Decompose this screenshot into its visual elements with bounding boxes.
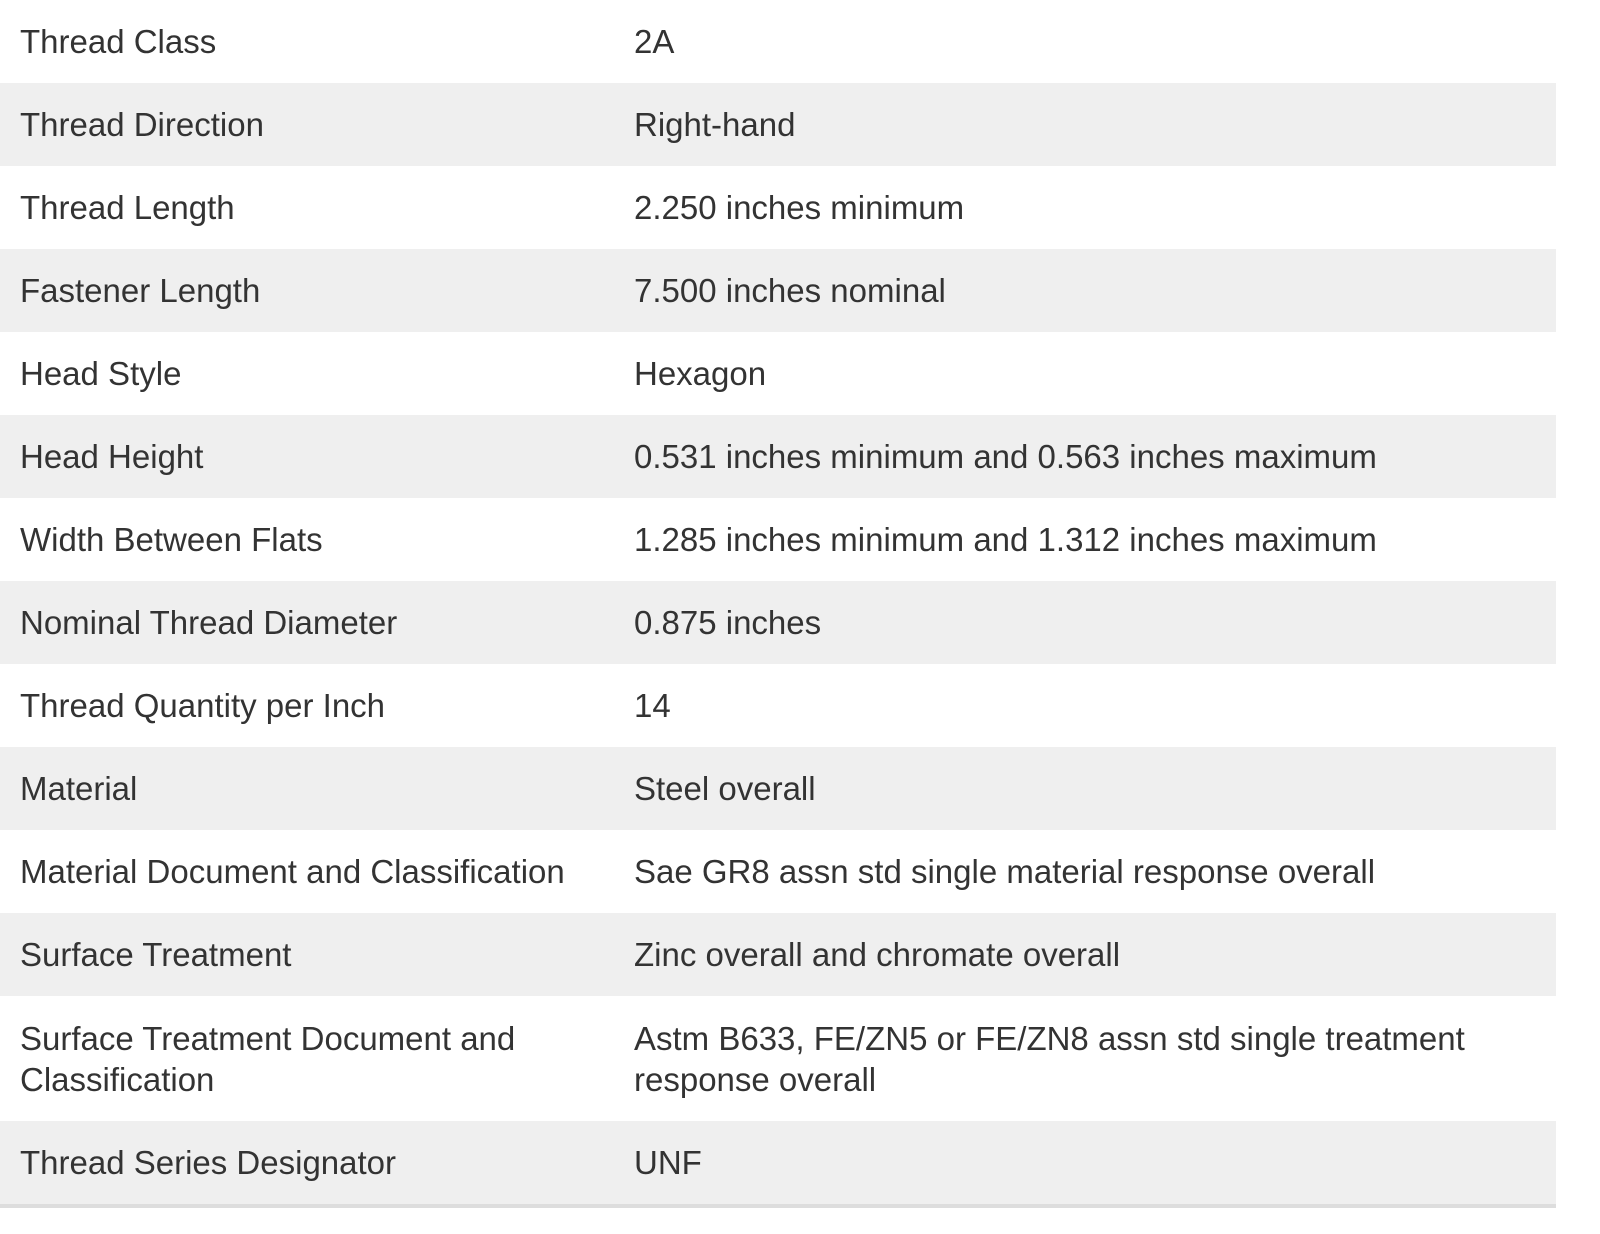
- table-row: [0, 913, 1556, 996]
- table-row: [0, 83, 1556, 166]
- spec-value: Zinc overall and chromate overall: [634, 936, 1121, 973]
- spec-value: Steel overall: [634, 770, 816, 807]
- table-row: [0, 166, 1556, 249]
- table-row: [0, 830, 1556, 913]
- table-row: [0, 996, 1556, 1121]
- spec-value: UNF: [634, 1144, 702, 1181]
- spec-value: 14: [634, 687, 671, 724]
- spec-label: Material: [20, 770, 138, 807]
- spec-label: Thread Length: [20, 189, 235, 226]
- table-row: [0, 0, 1556, 83]
- spec-value: 0.875 inches: [634, 604, 822, 641]
- spec-value: 2.250 inches minimum: [634, 189, 965, 226]
- table-row: [0, 332, 1556, 415]
- spec-label: Width Between Flats: [20, 521, 323, 558]
- spec-label: Thread Class: [20, 23, 217, 60]
- spec-label: Head Style: [20, 355, 182, 392]
- spec-value: 7.500 inches nominal: [634, 272, 946, 309]
- spec-label: Surface Treatment: [20, 936, 292, 973]
- table-row: [0, 498, 1556, 581]
- spec-value: 1.285 inches minimum and 1.312 inches maximum: [634, 521, 1377, 558]
- spec-label: Thread Series Designator: [20, 1144, 397, 1181]
- spec-label: Material Document and Classification: [20, 853, 565, 890]
- table-row: [0, 1121, 1556, 1204]
- table-row: [0, 664, 1556, 747]
- spec-label: Fastener Length: [20, 272, 261, 309]
- spec-value: 0.531 inches minimum and 0.563 inches maximum: [634, 438, 1377, 475]
- spec-label: Thread Direction: [20, 106, 264, 143]
- table-bottom-rule: [0, 1204, 1556, 1208]
- table-row: [0, 415, 1556, 498]
- spec-value: Sae GR8 assn std single material response overall: [634, 853, 1376, 890]
- spec-label: Nominal Thread Diameter: [20, 604, 398, 641]
- table-row: [0, 249, 1556, 332]
- spec-value: Hexagon: [634, 355, 767, 392]
- table-row: [0, 581, 1556, 664]
- spec-label: Head Height: [20, 438, 204, 475]
- spec-value: 2A: [634, 23, 675, 60]
- spec-value: Right-hand: [634, 106, 796, 143]
- spec-value: Astm B633, FE/ZN5 or FE/ZN8 assn std single treatment response overall: [634, 1019, 1465, 1098]
- table-row: [0, 747, 1556, 830]
- spec-label: Surface Treatment Document and Classification: [20, 1019, 516, 1098]
- spec-label: Thread Quantity per Inch: [20, 687, 386, 724]
